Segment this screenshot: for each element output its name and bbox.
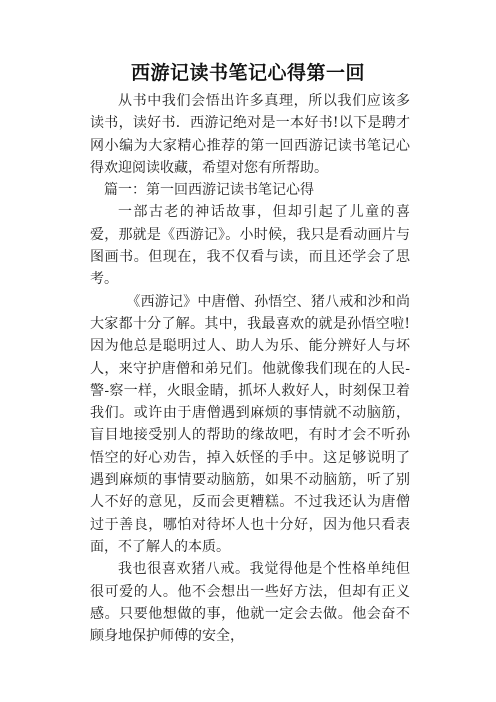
- body-paragraph: 一部古老的神话故事，但却引起了儿童的喜爱，那就是《西游记》。小时候，我只是看动画片与图画书。但现在，我不仅看与读，而且还学会了思考。: [90, 204, 410, 288]
- document-title: 西游记读书笔记心得第一回: [130, 62, 365, 84]
- section-heading: 篇一：第一回西游记读书笔记心得: [104, 182, 314, 199]
- intro-paragraph: 从书中我们会悟出许多真理，所以我们应该多读书，读好书．西游记绝对是一本好书!以下是聘才网小编为大家精心推荐的第一回西游记读书笔记心得欢迎阅读收藏，希望对您有所帮助。: [90, 93, 410, 176]
- body-paragraph: 我也很喜欢猪八戒。我觉得他是个性格单纯但很可爱的人。他不会想出一些好方法，但却有正义感。只要他想做的事，他就一定会去做。他会奋不顾身地保护师傅的安全，: [90, 561, 410, 645]
- body-paragraph: 《西游记》中唐僧、孙悟空、猪八戒和沙和尚大家都十分了解。其中，我最喜欢的就是孙悟空啦!因为他总是聪明过人、助人为乐、能分辨好人与坏人，来守护唐僧和弟兄们。他就像我们现在的人民-警-察一样，火眼金睛，抓坏人救好人，时刻保卫着我们。或许由于唐僧遇到麻烦的事情就不动脑筋，盲目地接受别人的帮助的缘故吧，有时才会不听孙悟空的好心劝告，掉入妖怪的手中。这足够说明了遇到麻烦的事情要动脑筋，如果不动脑筋，听了别人不好的意见，反而会更糟糕。不过我还认为唐僧过于善良，哪怕对待坏人也十分好，因为他只看表面，不了解人的本质。: [90, 293, 410, 555]
- document-body: [90, 90, 410, 647]
